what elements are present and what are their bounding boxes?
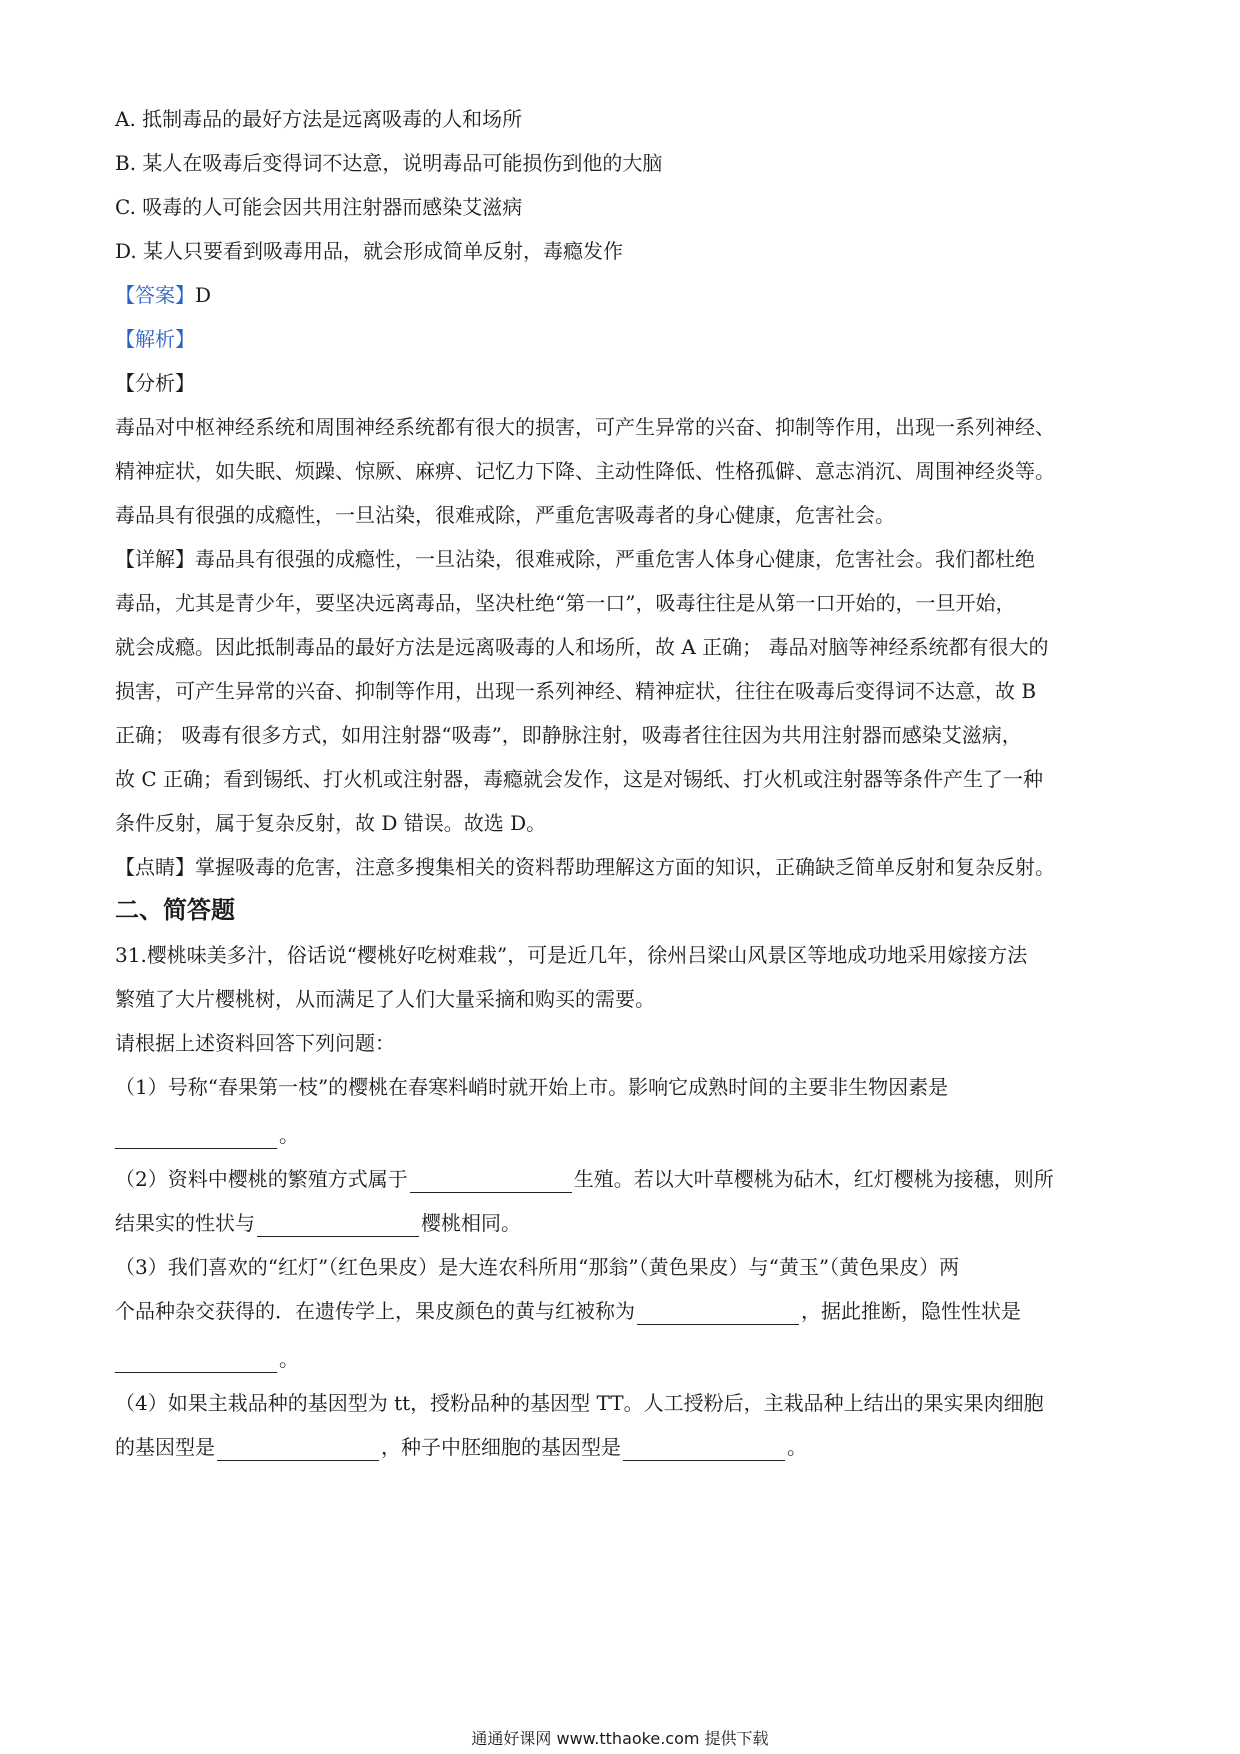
option-b: B. 某人在吸毒后变得词不达意，说明毒品可能损伤到他的大脑 — [115, 151, 663, 175]
q4-line-1: （4）如果主栽品种的基因型为 tt，授粉品种的基因型 TT。人工授粉后，主栽品种上结出的果实果肉细胞 — [115, 1391, 1044, 1415]
q3-tail: 。 — [279, 1347, 299, 1371]
fenxi-line-3: 毒品具有很强的成瘾性，一旦沾染，很难戒除，严重危害吸毒者的身心健康，危害社会。 — [115, 503, 895, 527]
q4-part-d: 。 — [787, 1435, 807, 1459]
option-d: D. 某人只要看到吸毒用品，就会形成简单反射，毒瘾发作 — [115, 239, 624, 263]
q3-line-2 — [115, 1297, 1130, 1325]
q2-line-2 — [115, 1209, 1130, 1237]
dianjing-label: 【点睛】 — [115, 855, 195, 879]
q3-part-c: ，据此推断，隐性性状是 — [801, 1299, 1021, 1323]
q31-line-3: 请根据上述资料回答下列问题： — [115, 1031, 395, 1055]
section-heading: 二、简答题 — [115, 896, 235, 924]
q2-line-1 — [115, 1165, 1130, 1193]
xiangjie-label: 【详解】 — [115, 547, 195, 571]
xiangjie-line-1 — [115, 545, 1130, 573]
answer-line — [115, 281, 1130, 309]
fenxi-line-2: 精神症状，如失眠、烦躁、惊厥、麻痹、记忆力下降、主动性降低、性格孤僻、意志消沉、周围神经炎等。 — [115, 459, 1055, 483]
xiangjie-line-4: 损害，可产生异常的兴奋、抑制等作用，出现一系列神经、精神症状，往往在吸毒后变得词不达意，故 B — [115, 679, 1037, 703]
q4-blank-1[interactable] — [217, 1438, 379, 1461]
fenxi-line-1: 毒品对中枢神经系统和周围神经系统都有很大的损害，可产生异常的兴奋、抑制等作用，出现一系列神经、 — [115, 415, 1055, 439]
xiangjie-line-3: 就会成瘾。因此抵制毒品的最好方法是远离吸毒的人和场所，故 A 正确； 毒品对脑等神经系统都有很大的 — [115, 635, 1049, 659]
xiangjie-line-7: 条件反射，属于复杂反射，故 D 错误。故选 D。 — [115, 811, 547, 835]
q1-text: （1）号称“春果第一枝”的樱桃在春寒料峭时就开始上市。影响它成熟时间的主要非生物因素是 — [115, 1075, 949, 1099]
option-a: A. 抵制毒品的最好方法是远离吸毒的人和场所 — [115, 107, 523, 131]
q31-line-2: 繁殖了大片樱桃树，从而满足了人们大量采摘和购买的需要。 — [115, 987, 655, 1011]
q2-part-c: 结果实的性状与 — [115, 1211, 255, 1235]
page-footer: 通通好课网 www.tthaoke.com 提供下载 — [471, 1729, 769, 1748]
q2-part-a: （2）资料中樱桃的繁殖方式属于 — [115, 1167, 408, 1191]
option-c: C. 吸毒的人可能会因共用注射器而感染艾滋病 — [115, 195, 523, 219]
q1-blank[interactable] — [115, 1126, 277, 1149]
q3-part-b: 个品种杂交获得的．在遗传学上，果皮颜色的黄与红被称为 — [115, 1299, 635, 1323]
xiangjie-line-2: 毒品，尤其是青少年，要坚决远离毒品，坚决杜绝“第一口”，吸毒往往是从第一口开始的，一旦开始， — [115, 591, 1016, 615]
q1-tail: 。 — [279, 1123, 299, 1147]
xiangjie-line-5: 正确； 吸毒有很多方式，如用注射器“吸毒”，即静脉注射，吸毒者往往因为共用注射器而感染艾滋病， — [115, 723, 1022, 747]
q3-line-3 — [115, 1345, 1130, 1373]
dianjing-line — [115, 853, 1130, 881]
xiangjie-text-1: 毒品具有很强的成瘾性，一旦沾染，很难戒除，严重危害人体身心健康，危害社会。我们都杜绝 — [195, 547, 1035, 571]
q3-line-1: （3）我们喜欢的“红灯”（红色果皮）是大连农科所用“那翁”（黄色果皮）与“黄玉”（黄色果皮）两 — [115, 1255, 960, 1279]
q4-part-b: 的基因型是 — [115, 1435, 215, 1459]
q4-part-c: ，种子中胚细胞的基因型是 — [381, 1435, 621, 1459]
jiexi-label: 【解析】 — [115, 327, 195, 351]
answer-label: 【答案】 — [115, 283, 195, 307]
answer-value: D — [195, 283, 212, 307]
q3-blank-1[interactable] — [637, 1302, 799, 1325]
q2-blank-2[interactable] — [257, 1214, 419, 1237]
xiangjie-line-6: 故 C 正确；看到锡纸、打火机或注射器，毒瘾就会发作，这是对锡纸、打火机或注射器等条件产生了一种 — [115, 767, 1044, 791]
q2-part-d: 樱桃相同。 — [421, 1211, 521, 1235]
q31-line-1: 31.樱桃味美多汁，俗话说“樱桃好吃树难栽”，可是近几年，徐州吕梁山风景区等地成功地采用嫁接方法 — [115, 943, 1028, 967]
dianjing-text: 掌握吸毒的危害，注意多搜集相关的资料帮助理解这方面的知识，正确缺乏简单反射和复杂反射。 — [195, 855, 1055, 879]
q4-blank-2[interactable] — [623, 1438, 785, 1461]
q2-blank-1[interactable] — [410, 1170, 572, 1193]
q3-blank-2[interactable] — [115, 1350, 277, 1373]
fenxi-label: 【分析】 — [115, 371, 195, 395]
q1-answer-line — [115, 1121, 1130, 1149]
q2-part-b: 生殖。若以大叶草樱桃为砧木，红灯樱桃为接穗，则所 — [573, 1167, 1054, 1191]
q4-line-2 — [115, 1433, 1130, 1461]
